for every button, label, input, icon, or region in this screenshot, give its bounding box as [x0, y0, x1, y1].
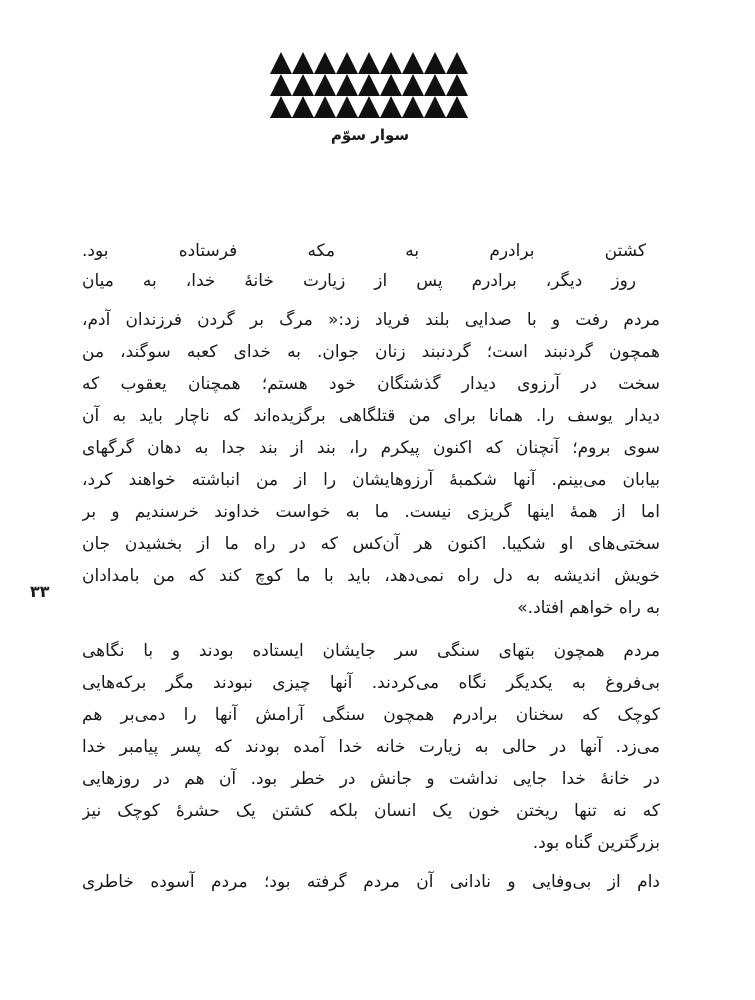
ornament-triangle — [314, 96, 336, 118]
ornament-triangle — [424, 74, 446, 96]
text-line: به راه خواهم افتاد.» — [517, 598, 660, 618]
text-line: در خانهٔ خدا جایی نداشت و جانش در خطر بود. آن هم در روزهایی — [82, 769, 660, 789]
page-number: ۳۳ — [30, 582, 50, 601]
text-line: روز دیگر، برادرم پس از زیارت خانهٔ خدا، به میان — [82, 271, 636, 291]
text-line: کوچک که سخنان برادرم همچون سنگی آرامش آنها را دمی‌بر هم — [82, 705, 660, 725]
ornament-triangle — [358, 96, 380, 118]
ornament-triangle — [314, 74, 336, 96]
text-line: مردم رفت و با صدایی بلند فریاد زد:« مرگ بر گردن فرزندان آدم، — [82, 310, 660, 330]
ornament-triangle — [336, 52, 358, 74]
ornament-triangle — [380, 52, 402, 74]
text-line: بی‌فروغ به یکدیگر نگاه می‌کردند. آنها چیزی نبودند مگر برکه‌هایی — [82, 673, 660, 693]
text-line: می‌زد. آنها در حالی به زیارت خانه خدا آمده بودند که پسر پیامبر خدا — [82, 737, 660, 757]
ornament-triangle — [402, 74, 424, 96]
ornament-triangle — [358, 74, 380, 96]
text-line: سخت در آرزوی دیدار گذشتگان خود هستم؛ همچنان یعقوب که — [82, 374, 660, 394]
ornament-triangle — [336, 74, 358, 96]
text-line: اما از همهٔ اینها گریزی نیست. ما به خواست خداوند خرسندیم و بر — [82, 502, 660, 522]
text-line: که نه تنها ریختن خون یک انسان بلکه کشتن یک حشرهٔ کوچک نیز — [82, 801, 660, 821]
text-line: دیدار یوسف را. همانا برای من قتلگاهی برگزیده‌اند که ناچار باید به آن — [82, 406, 660, 426]
text-line: مردم همچون بتهای سنگی سر جایشان ایستاده بودند و با نگاهی — [82, 641, 660, 661]
text-line: کشتن برادرم به مکه فرستاده بود. — [82, 241, 646, 261]
ornament-triangle — [270, 52, 292, 74]
ornament-triangle — [270, 74, 292, 96]
ornament-triangle — [270, 96, 292, 118]
ornament-baseline — [270, 117, 468, 118]
ornament-triangle — [292, 74, 314, 96]
text-line: بزرگترین گناه بود. — [532, 833, 660, 853]
triangle-ornament — [270, 52, 468, 118]
ornament-triangle — [358, 52, 380, 74]
ornament-triangle — [292, 52, 314, 74]
ornament-triangle — [380, 74, 402, 96]
ornament-triangle — [424, 96, 446, 118]
ornament-triangle — [402, 96, 424, 118]
ornament-triangle — [446, 96, 468, 118]
text-line: بیابان می‌بینم. آنها شکمبهٔ آرزوهایشان را از من انباشته خواهند کرد، — [82, 470, 660, 490]
ornament-triangle — [336, 96, 358, 118]
ornament-triangle — [424, 52, 446, 74]
text-line: دام از بی‌وفایی و نادانی آن مردم گرفته بود؛ مردم آسوده خاطری — [82, 872, 660, 892]
ornament-triangle — [314, 52, 336, 74]
text-line: سوی بروم؛ آنچنان که اکنون پیکرم را، بند از بند جدا به دهان گرگهای — [82, 438, 660, 458]
text-line: همچون گردنبند است؛ گردنبند زنان جوان. به خدای کعبه سوگند، من — [82, 342, 660, 362]
ornament-triangle — [446, 52, 468, 74]
text-line: خویش اندیشه به دل راه نمی‌دهد، باید با ما کوچ کند که من بامدادان — [82, 566, 660, 586]
ornament-triangle — [446, 74, 468, 96]
ornament-triangle — [292, 96, 314, 118]
chapter-header: سوار سوّم — [330, 126, 410, 144]
ornament-triangle — [380, 96, 402, 118]
ornament-triangle — [402, 52, 424, 74]
text-line: سختی‌های او شکیبا. اکنون هر آن‌کس که در راه ما از بخشیدن جان — [82, 534, 660, 554]
